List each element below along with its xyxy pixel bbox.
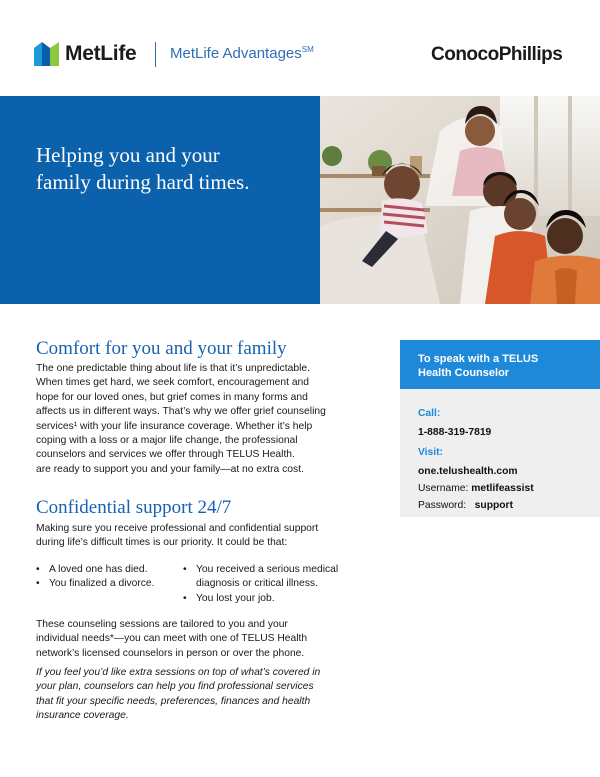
website-link[interactable]: one.telushealth.com: [418, 466, 518, 477]
comfort-heading: Comfort for you and your family: [36, 338, 287, 359]
page-header: [0, 0, 600, 96]
username-row: [418, 482, 600, 496]
extra-sessions-paragraph: [36, 666, 320, 724]
hero-banner: [0, 96, 320, 304]
program-name-text: MetLife Advantages: [170, 45, 302, 62]
phone-number[interactable]: 1-888-319-7819: [418, 427, 492, 438]
sessions-line: network’s licensed counselors in person or over the phone.: [36, 647, 305, 659]
metlife-logo-text: MetLife: [65, 42, 137, 65]
comfort-line: hope for our loved ones, but grief comes in many forms and: [36, 391, 308, 403]
conocophillips-logo: ConocoPhillips: [431, 44, 563, 65]
confidential-intro-line: during life’s difficult times is our priority. It could be that:: [36, 537, 288, 549]
sessions-paragraph: [36, 618, 307, 661]
password-label: Password:: [418, 500, 467, 511]
bullet-item: [183, 563, 338, 592]
contact-panel-title: Health Counselor: [418, 367, 510, 379]
call-label: Call:: [418, 408, 441, 419]
bullet-list-left: [36, 563, 155, 592]
password-value: support: [474, 500, 513, 511]
extra-sessions-line: your plan, counselors can help you find professional services: [36, 681, 314, 693]
bullet-item: • A loved one has died.: [36, 563, 155, 577]
bullet-item: • You finalized a divorce.: [36, 577, 155, 591]
family-photo-illustration: [320, 96, 600, 304]
comfort-line: counselors and services we offer through TELUS Health.: [36, 449, 295, 461]
contact-panel-header: [400, 340, 600, 389]
comfort-line: The one predictable thing about life is that it’s unpredictable.: [36, 363, 310, 374]
hero-title: [36, 142, 306, 196]
comfort-line: affects us in different ways. That’s why we offer grief counseling: [36, 406, 326, 418]
bullet-item: • You lost your job.: [183, 592, 338, 606]
visit-label: Visit:: [418, 447, 443, 458]
service-mark: SM: [301, 45, 314, 54]
password-row: [418, 499, 600, 513]
program-name: [170, 45, 314, 62]
comfort-line: coping with a loss or a major life change, the professional: [36, 435, 298, 447]
comfort-line: services¹ with your life insurance coverage. Whether it’s help: [36, 420, 313, 432]
hero-title-line: family during hard times.: [36, 170, 250, 194]
comfort-line: When times get hard, we seek comfort, encouragement and: [36, 377, 310, 389]
metlife-logo: [34, 42, 136, 66]
contact-panel-title: To speak with a TELUS: [418, 353, 539, 365]
sessions-line: individual needs*—you can meet with one of TELUS Health: [36, 633, 308, 645]
comfort-body: [36, 362, 326, 477]
extra-sessions-line: insurance coverage.: [36, 710, 129, 722]
hero-title-line: Helping you and your: [36, 143, 220, 167]
metlife-logo-icon: [34, 42, 59, 66]
username-label: Username:: [418, 483, 469, 494]
bullet-list-right: [183, 563, 338, 606]
contact-panel: [400, 389, 600, 517]
extra-sessions-line: If you feel you’d like extra sessions on top of what’s covered in: [36, 667, 321, 678]
sessions-line: These counseling sessions are tailored to you and your: [36, 619, 288, 630]
bullet-item-line: diagnosis or critical illness.: [196, 578, 318, 590]
bullet-item-line: You received a serious medical: [196, 564, 339, 575]
confidential-intro: [36, 522, 318, 551]
username-value: metlifeassist: [471, 483, 534, 494]
extra-sessions-line: that fit your specific needs, preferences, finances and health: [36, 695, 311, 707]
comfort-line: are ready to support you and your family—at no extra cost.: [36, 463, 304, 475]
confidential-heading: Confidential support 24/7: [36, 497, 232, 518]
confidential-intro-line: Making sure you receive professional and confidential support: [36, 523, 319, 534]
family-photo: [320, 96, 600, 304]
header-divider: [155, 42, 156, 67]
